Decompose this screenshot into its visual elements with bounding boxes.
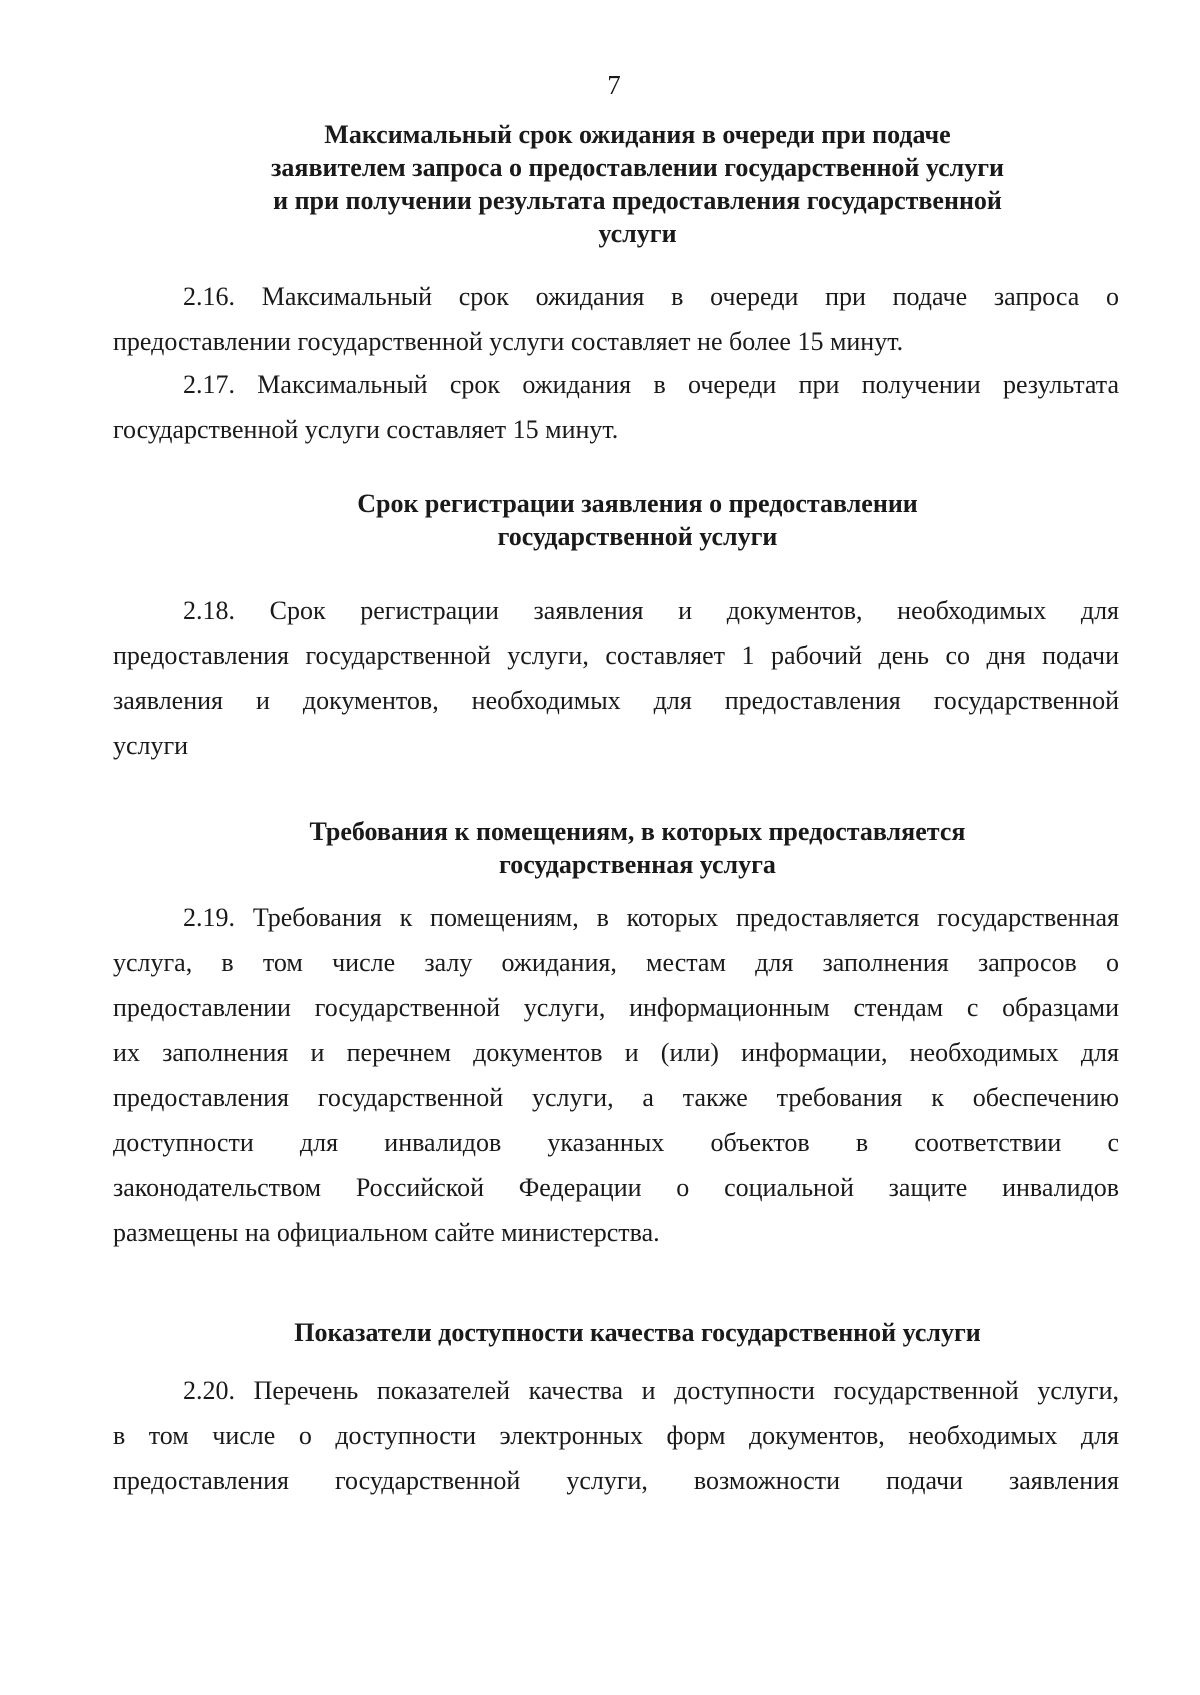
heading-line: Показатели доступности качества государственной услуги bbox=[294, 1318, 981, 1347]
paragraph-line: 2.17. Максимальный срок ожидания в очереди при получении результата bbox=[183, 370, 1119, 399]
paragraph-line: размещены на официальном сайте министерства. bbox=[113, 1218, 660, 1247]
paragraph-line: 2.19. Требования к помещениям, в которых предоставляется государственная bbox=[183, 903, 1119, 932]
section-heading-registration-term bbox=[150, 487, 1125, 553]
heading-line: заявителем запроса о предоставлении государственной услуги bbox=[270, 153, 1005, 182]
paragraph-line: предоставлении государственной услуги, информационным стендам с образцами bbox=[113, 993, 1119, 1022]
paragraph-line: заявления и документов, необходимых для предоставления государственной bbox=[113, 686, 1119, 715]
page-number: 7 bbox=[607, 70, 621, 100]
section-heading-waiting-time bbox=[150, 118, 1125, 250]
heading-line: Максимальный срок ожидания в очереди при подаче bbox=[324, 120, 951, 149]
paragraph-2-17 bbox=[113, 362, 1119, 452]
heading-line: государственная услуга bbox=[499, 850, 776, 879]
paragraph-line: 2.16. Максимальный срок ожидания в очереди при подаче запроса о bbox=[183, 282, 1119, 311]
heading-line: Срок регистрации заявления о предоставлении bbox=[357, 489, 918, 518]
paragraph-line: 2.18. Срок регистрации заявления и документов, необходимых для bbox=[183, 596, 1119, 625]
heading-line: услуги bbox=[598, 219, 677, 248]
section-heading-accessibility-indicators bbox=[150, 1316, 1125, 1349]
paragraph-line: доступности для инвалидов указанных объектов в соответствии с bbox=[113, 1128, 1119, 1157]
heading-line: Требования к помещениям, в которых предоставляется bbox=[309, 817, 966, 846]
paragraph-2-19 bbox=[113, 895, 1119, 1255]
paragraph-2-20 bbox=[113, 1368, 1119, 1503]
paragraph-line: государственной услуги составляет 15 минут. bbox=[113, 415, 619, 444]
paragraph-line: их заполнения и перечнем документов и (или) информации, необходимых для bbox=[113, 1038, 1119, 1067]
paragraph-line: 2.20. Перечень показателей качества и доступности государственной услуги, bbox=[183, 1376, 1119, 1405]
paragraph-line: в том числе о доступности электронных форм документов, необходимых для bbox=[113, 1421, 1119, 1450]
paragraph-2-16 bbox=[113, 274, 1119, 364]
paragraph-line: предоставления государственной услуги, возможности подачи заявления bbox=[113, 1466, 1119, 1495]
section-heading-premises-requirements bbox=[150, 815, 1125, 881]
heading-line: и при получении результата предоставления государственной bbox=[273, 186, 1002, 215]
heading-line: государственной услуги bbox=[497, 522, 778, 551]
paragraph-line: услуга, в том числе залу ожидания, местам для заполнения запросов о bbox=[113, 948, 1119, 977]
paragraph-line: предоставления государственной услуги, составляет 1 рабочий день со дня подачи bbox=[113, 641, 1119, 670]
paragraph-line: предоставления государственной услуги, а также требования к обеспечению bbox=[113, 1083, 1119, 1112]
paragraph-line: услуги bbox=[113, 731, 189, 760]
paragraph-line: предоставлении государственной услуги составляет не более 15 минут. bbox=[113, 327, 904, 356]
paragraph-line: законодательством Российской Федерации о социальной защите инвалидов bbox=[113, 1173, 1119, 1202]
paragraph-2-18 bbox=[113, 588, 1119, 768]
